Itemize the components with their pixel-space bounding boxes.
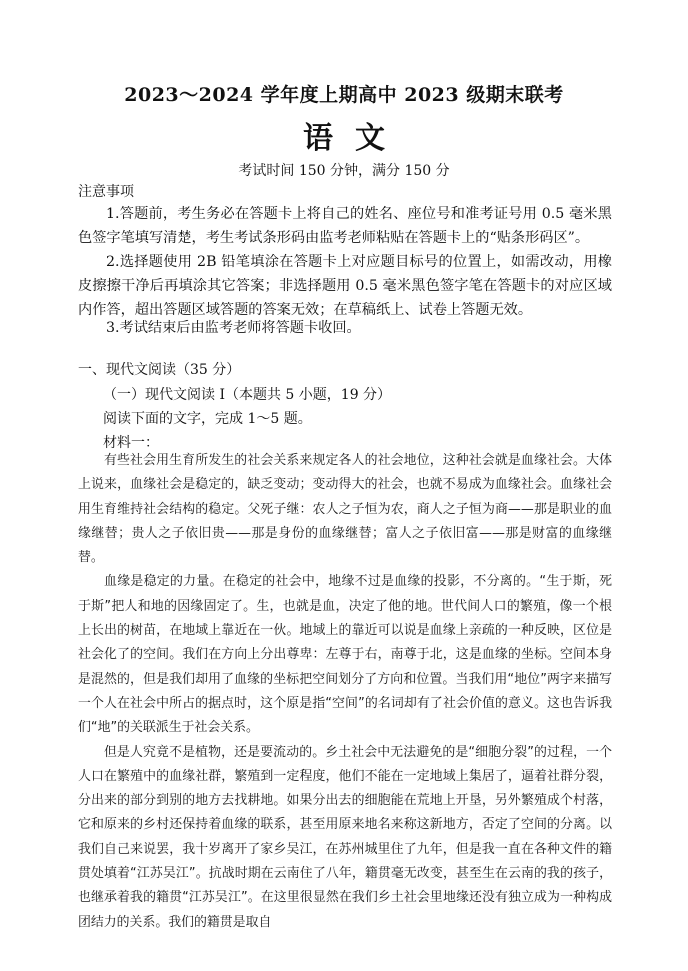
notice-heading: 注意事项 xyxy=(78,184,134,200)
passage-paragraph-2: 血缘是稳定的力量。在稳定的社会中，地缘不过是血缘的投影，不分离的。“生于斯，死于斯”把人和地的因缘固定了。生，也就是血，决定了他的地。世代间人口的繁殖，像一个根上长出的树苗，在地域上靠近在一伙。地域上的靠近可以说是血缘上亲疏的一种反映，区位是社会化了的空间。我们在方向上分出尊卑：左尊于右，南尊于北，这是血缘的坐标。空间本身是混然的，但是我们却用了血缘的坐标把空间划分了方向和位置。当我们用“地位”两字来描写一个人在社会中所占的据点时，这个原是指“空间”的名词却有了社会价值的意义。这也告诉我们“地”的关联派生于社会关系。 xyxy=(78,574,612,736)
exam-title: 2023～2024 学年度上期高中 2023 级期末联考 xyxy=(124,84,564,106)
notice-item-2: 2.选择题使用 2B 铅笔填涂在答题卡上对应题目标号的位置上，如需改动，用橡皮擦擦干净后再填涂其它答案；非选择题用 0.5 毫米黑色签字笔在答题卡的对应区域内作答，超出答题区域答题的答案无效；在草稿纸上、试卷上答题无效。 xyxy=(78,254,612,318)
reading-instruction: 阅读下面的文字，完成 1～5 题。 xyxy=(103,411,312,427)
material-label: 材料一： xyxy=(103,435,159,451)
section-heading: 一、现代文阅读（35 分） xyxy=(78,362,241,378)
sub-heading: （一）现代文阅读 I（本题共 5 小题，19 分） xyxy=(103,387,392,403)
subject-title: 语文 xyxy=(303,121,407,156)
reading-passage xyxy=(78,449,612,935)
exam-info: 考试时间 150 分钟，满分 150 分 xyxy=(238,163,450,179)
passage-paragraph-1: 有些社会用生育所发生的社会关系来规定各人的社会地位，这种社会就是血缘社会。大体上说来，血缘社会是稳定的，缺乏变动；变动得大的社会，也就不易成为血缘社会。血缘社会用生育维持社会结构的稳定。父死子继：农人之子恒为农，商人之子恒为商——那是职业的血缘继替；贵人之子依旧贵——那是身份的血缘继替；富人之子依旧富——那是财富的血缘继替。 xyxy=(78,453,612,566)
passage-paragraph-3: 但是人究竟不是植物，还是要流动的。乡土社会中无法避免的是“细胞分裂”的过程，一个人口在繁殖中的血缘社群，繁殖到一定程度，他们不能在一定地域上集居了，逼着社群分裂，分出来的部分到别的地方去找耕地。如果分出去的细胞能在荒地上开垦，另外繁殖成个村落，它和原来的乡村还保持着血缘的联系，甚至用原来地名来称这新地方，否定了空间的分离。以我们自己来说罢，我十岁离开了家乡吴江，在苏州城里住了九年，但是我一直在各种文件的籍贯处填着“江苏吴江”。抗战时期在云南住了八年，籍贯毫无改变，甚至生在云南的我的孩子，也继承着我的籍贯“江苏吴江”。在这里很显然在我们乡土社会里地缘还没有独立成为一种构成团结力的关系。我们的籍贯是取自 xyxy=(78,744,612,930)
notice-item-1: 1.答题前，考生务必在答题卡上将自己的姓名、座位号和准考证号用 0.5 毫米黑色签字笔填写清楚，考生考试条形码由监考老师粘贴在答题卡上的“贴条形码区”。 xyxy=(78,206,612,246)
notice-item-3: 3.考试结束后由监考老师将答题卡收回。 xyxy=(106,320,361,336)
